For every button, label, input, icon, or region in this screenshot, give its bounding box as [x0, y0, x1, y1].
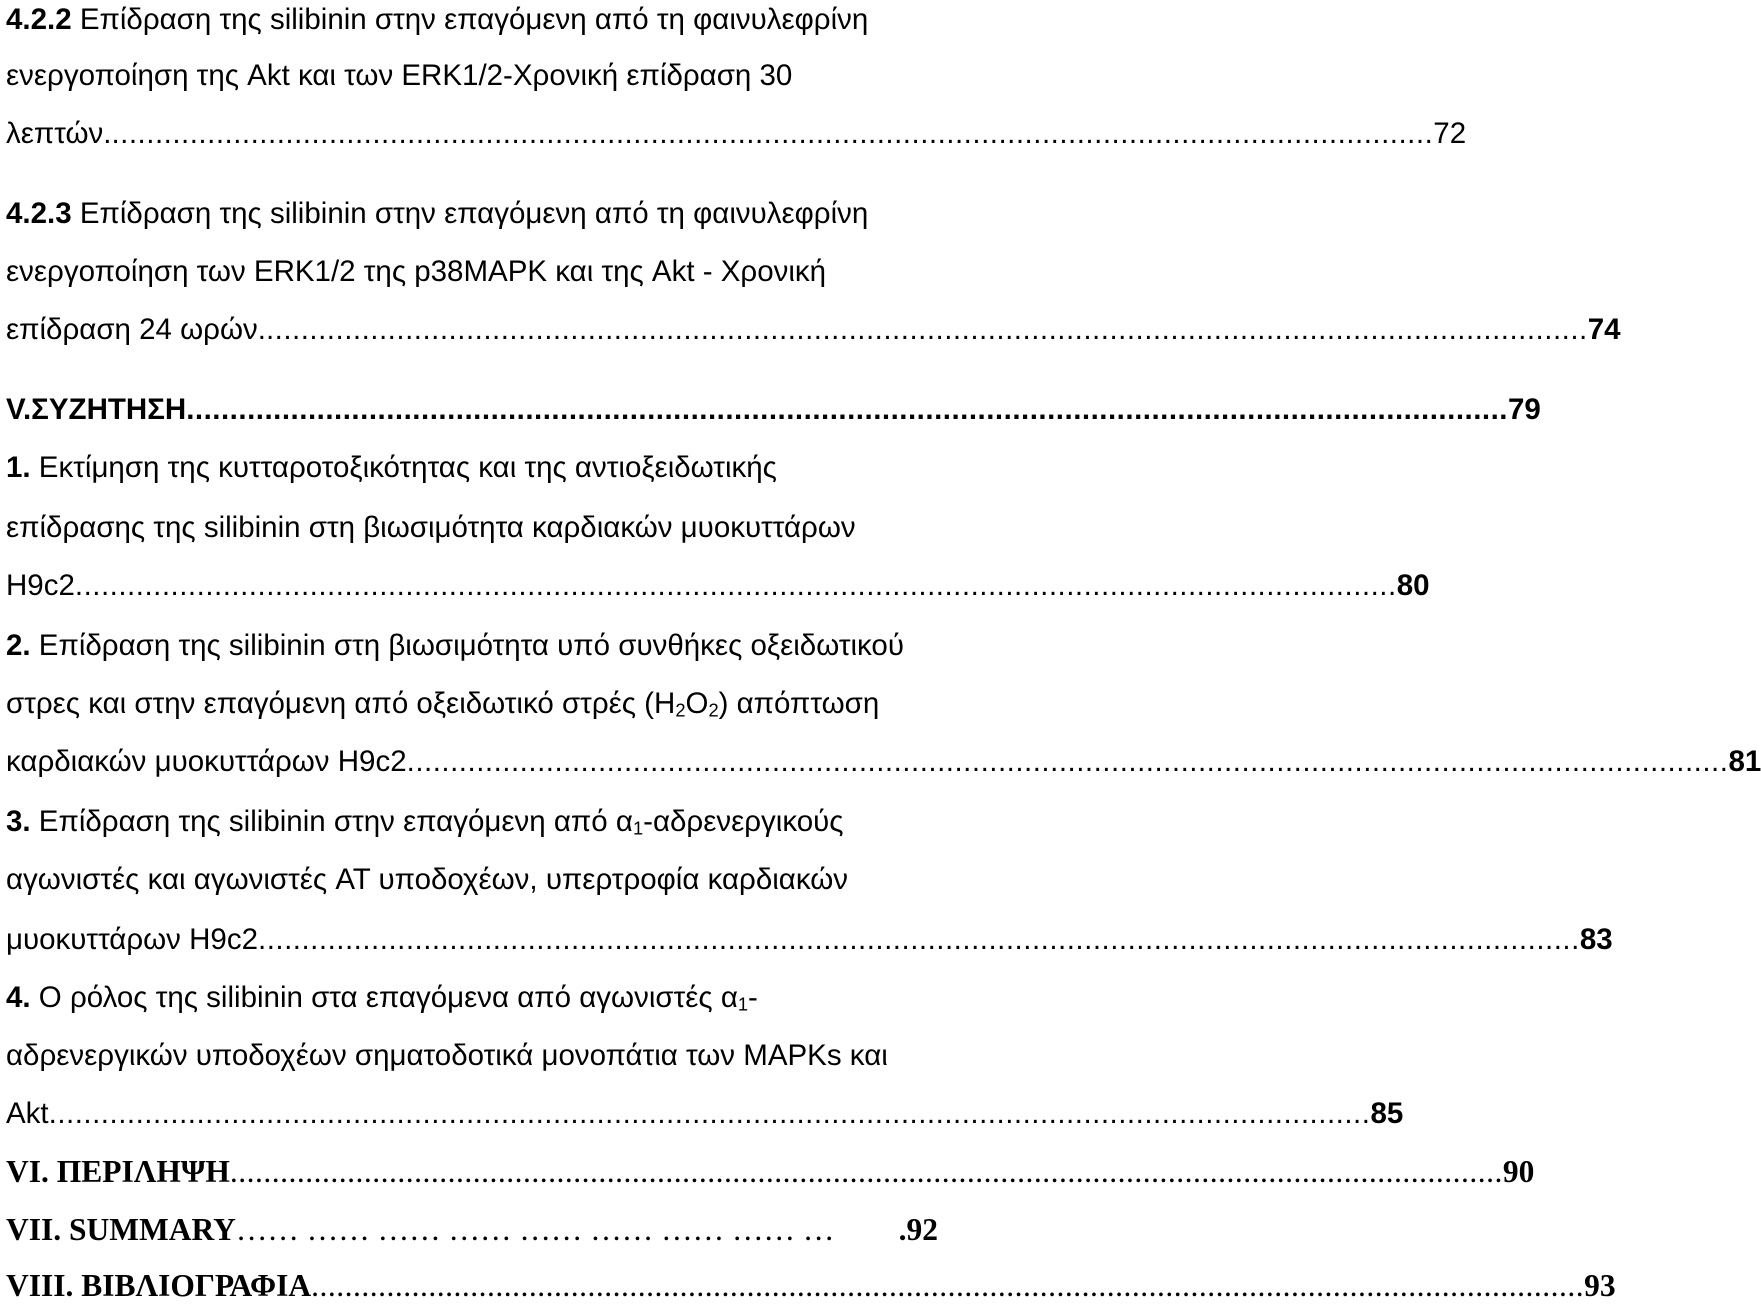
- toc-entry-2-line-2: [6, 684, 938, 724]
- toc-entry-text: -: [748, 981, 758, 1014]
- toc-entry-vii[interactable]: [6, 1210, 938, 1250]
- page-number: 74: [1587, 313, 1621, 346]
- toc-entry-text: V.ΣΥΖΗΤΗΣΗ: [6, 393, 187, 426]
- toc-entry-text: VIII. ΒΙΒΛΙΟΓΡΑΦΙΑ: [6, 1268, 312, 1303]
- subscript: 1: [737, 993, 749, 1015]
- page-number: 80: [1396, 569, 1430, 602]
- toc-entry-4-line-1: [6, 978, 938, 1018]
- page-number: 90: [1502, 1154, 1535, 1189]
- subscript: 1: [632, 817, 644, 839]
- leader-dots: ........................................................................................................................................................: [229, 1154, 1503, 1189]
- toc-entry-4-2-3-line-1: [6, 194, 938, 234]
- toc-entry-4-line-3[interactable]: [6, 1094, 1404, 1134]
- toc-entry-1-line-1: [6, 448, 938, 488]
- toc-entry-3-line-2: αγωνιστές και αγωνιστές AT υποδοχέων, υπερτροφία καρδιακών: [6, 863, 849, 896]
- toc-entry-3-line-3[interactable]: [6, 920, 1613, 960]
- leader-dots: ........................................................................................................................................................: [406, 745, 1729, 778]
- toc-entry-text: καρδιακών μυοκυττάρων H9c2: [6, 745, 407, 778]
- toc-entry-text: O: [685, 687, 709, 720]
- toc-entry-text: Akt: [6, 1097, 49, 1130]
- toc-entry-text: στρες και στην επαγόμενη από οξειδωτικό στρές (H: [6, 687, 676, 720]
- page-number: 81: [1728, 745, 1761, 778]
- toc-entry-4-line-2: αδρενεργικών υποδοχέων σηματοδοτικά μονοπάτια των MAPKs και: [6, 1039, 888, 1072]
- page-number: .92: [898, 1212, 938, 1247]
- toc-entry-text: Επίδραση της silibinin στη βιωσιμότητα υπό συνθήκες οξειδωτικού: [30, 629, 904, 662]
- toc-entry-text: -αδρενεργικούς: [643, 805, 844, 838]
- leader-ellipses: …… …… …… …… …… …… …… …… …: [235, 1212, 835, 1247]
- page-number: 85: [1370, 1097, 1404, 1130]
- toc-entry-text: Επίδραση της silibinin στην επαγόμενη από τη φαινυλεφρίνη: [71, 3, 869, 36]
- toc-entry-number: 4.: [6, 981, 31, 1014]
- toc-entry-text: Επίδραση της silibinin στην επαγόμενη από τη φαινυλεφρίνη: [71, 197, 869, 230]
- subscript: 2: [675, 699, 686, 721]
- toc-entry-text: VII. SUMMARY: [6, 1212, 236, 1247]
- toc-entry-text: επίδραση 24 ωρών.: [6, 313, 266, 346]
- leader-dots: ........................................................................................................................................................: [258, 923, 1580, 956]
- leader-dots: ........................................................................................................................................................: [48, 1097, 1371, 1130]
- toc-entry-text: λεπτών.: [6, 117, 112, 150]
- toc-entry-text: ) απόπτωση: [718, 687, 880, 720]
- subscript: 2: [708, 699, 719, 721]
- toc-entry-text: Εκτίμηση της κυτταροτοξικότητας και της αντιοξειδωτικής: [30, 451, 777, 484]
- leader-dots: ........................................................................................................................................................: [186, 393, 1509, 426]
- toc-entry-number: 4.2.3: [6, 197, 72, 230]
- toc-entry-text: Ο ρόλος της silibinin στα επαγόμενα από αγωνιστές α: [30, 981, 738, 1014]
- toc-entry-text: μυοκυττάρων H9c2: [6, 923, 258, 956]
- toc-entry-viii[interactable]: [6, 1266, 1616, 1306]
- toc-entry-3-line-1: [6, 802, 938, 842]
- toc-entry-1-line-3[interactable]: [6, 566, 1430, 606]
- toc-entry-number: 1.: [6, 451, 31, 484]
- page-number: 72: [1433, 117, 1467, 150]
- page-number: 79: [1508, 393, 1541, 426]
- toc-entry-2-line-3[interactable]: [6, 742, 1761, 782]
- toc-entry-4-2-2-line-1: [6, 0, 938, 40]
- leader-dots: ........................................................................................................................................................: [111, 117, 1434, 150]
- toc-entry-text: H9c2: [6, 569, 75, 602]
- toc-entry-1-line-2: επίδρασης της silibinin στη βιωσιμότητα καρδιακών μυοκυττάρων: [6, 511, 856, 544]
- toc-entry-2-line-1: [6, 626, 938, 666]
- toc-entry-text: VI. ΠΕΡΙΛΗΨΗ: [6, 1154, 230, 1189]
- toc-entry-number: 3.: [6, 805, 31, 838]
- toc-entry-4-2-3-line-3[interactable]: [6, 310, 1621, 350]
- toc-entry-number: 2.: [6, 629, 31, 662]
- toc-entry-v[interactable]: [6, 390, 1541, 430]
- leader-dots: ........................................................................................................................................................: [265, 313, 1588, 346]
- toc-entry-4-2-3-line-2: ενεργοποίηση των ERK1/2 της p38MAPK και της Akt - Χρονική: [6, 255, 827, 288]
- leader-dots: ........................................................................................................................................................: [74, 569, 1397, 602]
- leader-dots: ........................................................................................................................................................: [311, 1268, 1585, 1303]
- toc-entry-4-2-2-line-3[interactable]: [6, 114, 1467, 154]
- toc-entry-vi[interactable]: [6, 1152, 1535, 1192]
- toc-entry-text: Επίδραση της silibinin στην επαγόμενη από α: [30, 805, 633, 838]
- toc-entry-number: 4.2.2: [6, 3, 72, 36]
- page-number: 83: [1579, 923, 1613, 956]
- toc-entry-4-2-2-line-2: ενεργοποίηση της Akt και των ERK1/2-Χρονική επίδραση 30: [6, 59, 793, 92]
- page-number: 93: [1584, 1268, 1616, 1303]
